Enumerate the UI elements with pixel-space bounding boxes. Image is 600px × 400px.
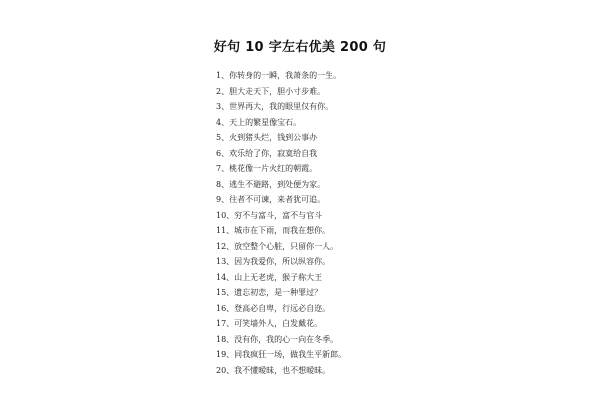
page-title: 好句 10 字左右优美 200 句 [213,40,387,55]
list-item: 2、胆大走天下，胆小寸步难。 [216,86,326,96]
list-item: 9、往者不可谏，来者犹可追。 [216,195,326,204]
list-item: 20、我不懂暧昧，也不想暧昧。 [216,365,331,375]
list-item: 13、因为我爱你，所以纵容你。 [216,257,331,266]
list-item: 14、山上无老虎，猴子称大王 [216,272,323,282]
list-item: 12、放空整个心脏，只留你一人。 [216,241,339,251]
list-item: 5、火到猪头烂，钱到公事办 [216,133,318,142]
list-item: 6、欢乐给了你，寂寞给自我 [216,148,318,158]
list-item: 3、世界再大，我的眼里仅有你。 [216,102,334,111]
list-item: 10、穷不与富斗，富不与官斗 [216,210,323,220]
list-item: 1、你转身的一瞬，我萧条的一生。 [216,71,342,80]
list-item: 17、可笑墙外人，白发戴花。 [216,319,323,328]
list-item: 7、桃花像一片火红的朝霞。 [216,164,318,173]
list-item: 4、天上的繁星像宝石。 [216,117,302,127]
list-item: 19、同我疯狂一场，做我生平新郎。 [216,350,347,359]
list-item: 15、遗忘初恋，是一种罪过？ [216,288,323,297]
list-item: 8、逃生不避路，到处便为家。 [216,179,326,189]
list-item: 11、城市在下雨，而我在想你。 [216,226,331,235]
sentence-list [216,68,346,378]
list-item: 18、没有你，我的心一向在冬季。 [216,334,339,344]
list-item: 16、登高必自卑，行远必自迩。 [216,303,331,313]
